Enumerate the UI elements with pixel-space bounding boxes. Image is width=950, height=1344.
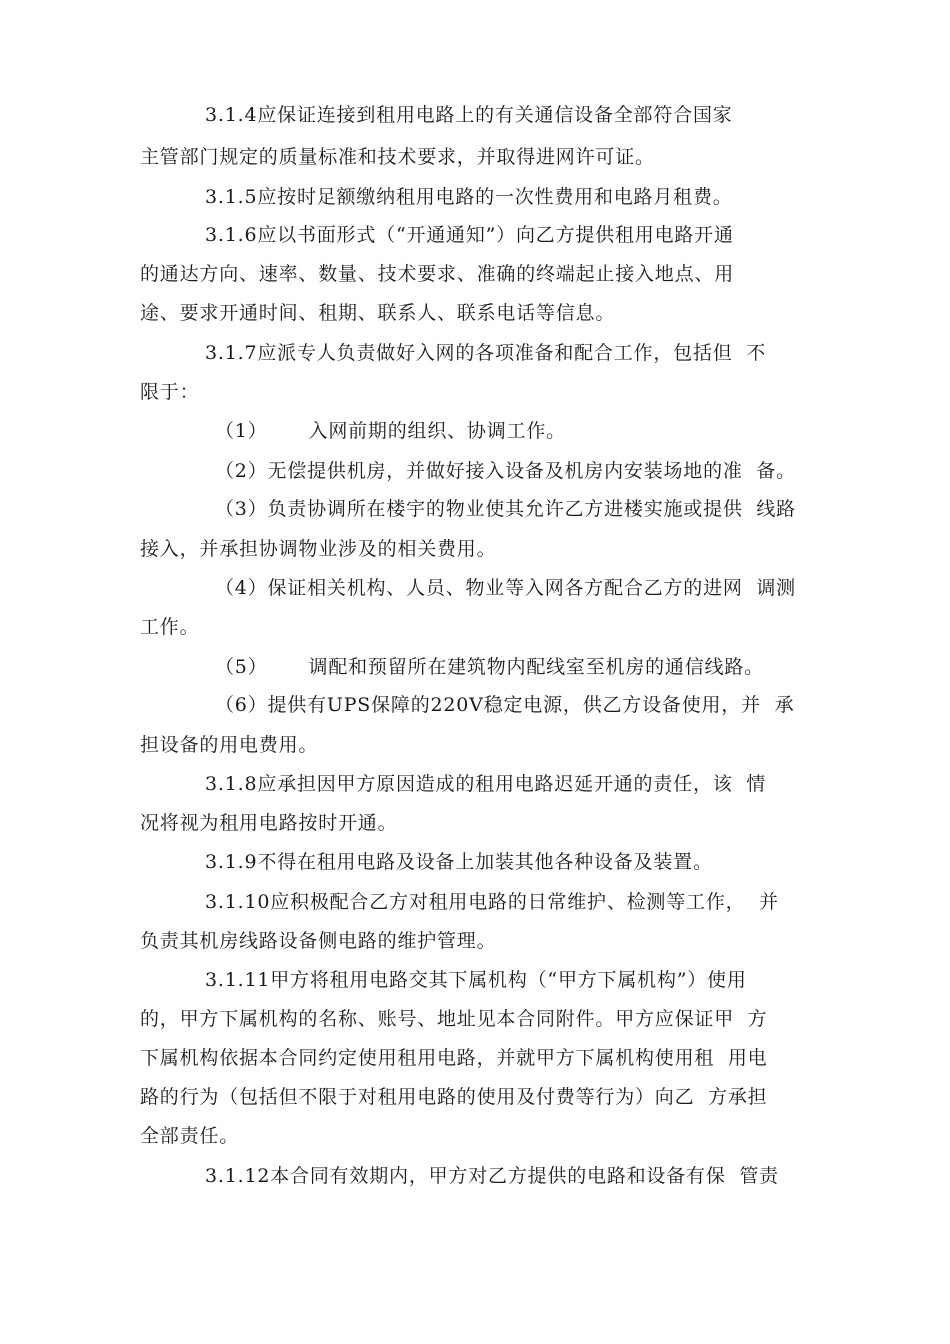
clause-3-1-11-line-4: 路的行为（包括但不限于对租用电路的使用及付费等行为）向乙 方承担 [140, 1086, 768, 1108]
clause-3-1-4-line-1: 3.1.4应保证连接到租用电路上的有关通信设备全部符合国家 [205, 104, 733, 126]
clause-3-1-6-line-3: 途、要求开通时间、租期、联系人、联系电话等信息。 [140, 302, 616, 324]
clause-3-1-5: 3.1.5应按时足额缴纳租用电路的一次性费用和电路月租费。 [205, 186, 733, 208]
clause-3-1-10-line-1: 3.1.10应积极配合乙方对租用电路的日常维护、检测等工作， 并 [205, 891, 779, 913]
clause-3-1-11-line-3: 下属机构依据本合同约定使用租用电路，并就甲方下属机构使用租 用电 [140, 1047, 768, 1069]
clause-3-1-7-line-1: 3.1.7应派专人负责做好入网的各项准备和配合工作，包括但 不 [205, 342, 767, 364]
clause-3-1-11-line-5: 全部责任。 [140, 1125, 240, 1147]
clause-3-1-6-line-2: 的通达方向、速率、数量、技术要求、准确的终端起止接入地点、用 [140, 263, 735, 285]
item-5: （5） 调配和预留所在建筑物内配线室至机房的通信线路。 [215, 656, 764, 678]
clause-3-1-6-line-1: 3.1.6应以书面形式（“开通通知”）向乙方提供租用电路开通 [205, 224, 734, 246]
clause-3-1-8-line-1: 3.1.8应承担因甲方原因造成的租用电路迟延开通的责任，该 情 [205, 773, 767, 795]
clause-3-1-11-line-1: 3.1.11甲方将租用电路交其下属机构（“甲方下属机构”）使用 [205, 969, 747, 991]
item-6-line-2: 担设备的用电费用。 [140, 734, 319, 756]
clause-3-1-7-line-2: 限于： [140, 381, 200, 403]
item-3-line-2: 接入，并承担协调物业涉及的相关费用。 [140, 538, 497, 560]
clause-3-1-8-line-2: 况将视为租用电路按时开通。 [140, 812, 398, 834]
item-6-line-1: （6）提供有UPS保障的220V稳定电源，供乙方设备使用，并 承 [215, 694, 795, 716]
item-1: （1） 入网前期的组织、协调工作。 [215, 420, 566, 442]
clause-3-1-10-line-2: 负责其机房线路设备侧电路的维护管理。 [140, 930, 497, 952]
item-4-line-2: 工作。 [140, 616, 200, 638]
item-3-line-1: （3）负责协调所在楼宇的物业使其允许乙方进楼实施或提供 线路 [215, 498, 796, 520]
clause-3-1-9: 3.1.9不得在租用电路及设备上加装其他各种设备及装置。 [205, 851, 713, 873]
clause-3-1-4-line-2: 主管部门规定的质量标准和技术要求，并取得进网许可证。 [140, 146, 655, 168]
clause-3-1-12-line-1: 3.1.12本合同有效期内，甲方对乙方提供的电路和设备有保 管责 [205, 1165, 779, 1187]
clause-3-1-11-line-2: 的，甲方下属机构的名称、账号、地址见本合同附件。甲方应保证甲 方 [140, 1008, 768, 1030]
item-4-line-1: （4）保证相关机构、人员、物业等入网各方配合乙方的进网 调测 [215, 577, 796, 599]
item-2: （2）无偿提供机房，并做好接入设备及机房内安装场地的准 备。 [215, 460, 796, 482]
